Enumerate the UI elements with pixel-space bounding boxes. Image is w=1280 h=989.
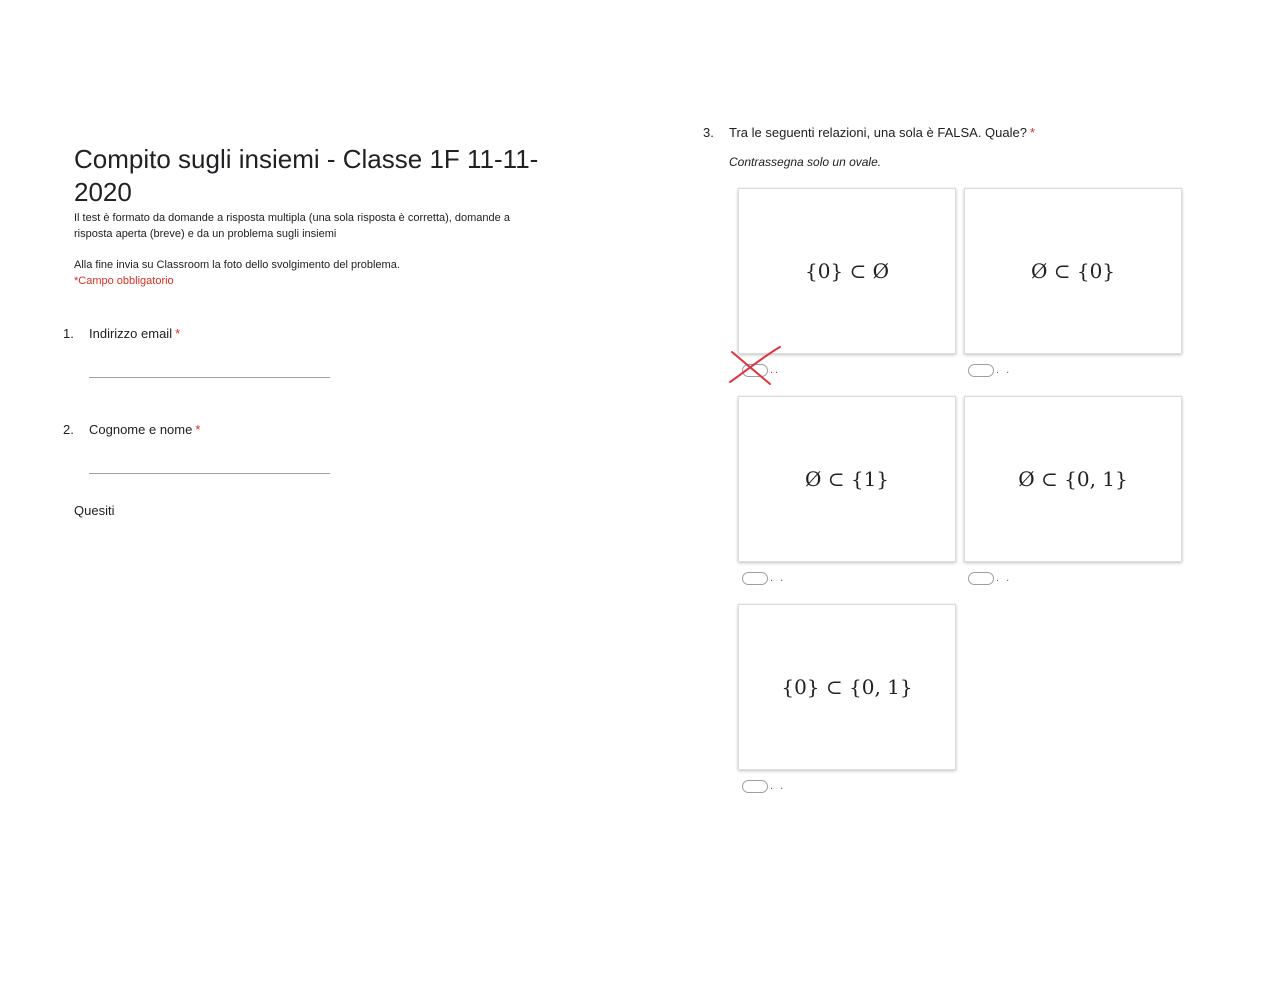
option-3-suffix: . .	[770, 572, 786, 584]
option-card-3[interactable]	[738, 396, 956, 562]
option-1-expression: {0} ⊂ Ø	[804, 259, 890, 283]
question-1-label	[89, 326, 180, 341]
question-3-number: 3.	[703, 125, 714, 140]
option-5-expression: {0} ⊂ {0, 1}	[781, 675, 913, 699]
question-3-label	[729, 125, 1035, 140]
question-2-number: 2.	[63, 422, 74, 437]
option-2-oval[interactable]	[968, 364, 994, 377]
option-2-expression: Ø ⊂ {0}	[1030, 259, 1116, 283]
section-title: Quesiti	[74, 503, 115, 518]
option-1-suffix: ..	[770, 364, 781, 376]
option-card-5[interactable]	[738, 604, 956, 770]
option-card-2[interactable]	[964, 188, 1182, 354]
option-3-oval[interactable]	[742, 572, 768, 585]
option-2-suffix: . .	[996, 364, 1012, 376]
option-5-oval[interactable]	[742, 780, 768, 793]
cross-mark-icon	[726, 344, 784, 388]
question-3-hint: Contrassegna solo un ovale.	[729, 155, 882, 169]
form-description: Il test è formato da domande a risposta multipla (una sola risposta è corretta), domande a risposta aperta (breve) e da un problema sugli insiemi	[74, 212, 510, 240]
option-card-1[interactable]	[738, 188, 956, 354]
email-field[interactable]	[89, 377, 330, 378]
form-title: Compito sugli insiemi - Classe 1F 11-11-2020	[74, 144, 539, 207]
option-4-oval[interactable]	[968, 572, 994, 585]
required-star: *	[175, 326, 181, 341]
form-instruction: Alla fine invia su Classroom la foto dello svolgimento del problema.	[74, 259, 400, 271]
question-2-label	[89, 422, 200, 437]
question-3-text: Tra le seguenti relazioni, una sola è FALSA. Quale?	[729, 125, 1027, 140]
option-4-expression: Ø ⊂ {0, 1}	[1018, 467, 1128, 491]
required-star: *	[195, 422, 201, 437]
question-2-text: Cognome e nome	[89, 422, 193, 437]
option-5-suffix: . .	[770, 780, 786, 792]
question-1-number: 1.	[63, 326, 74, 341]
option-4-suffix: . .	[996, 572, 1012, 584]
required-note: *Campo obbligatorio	[74, 275, 174, 287]
name-field[interactable]	[89, 473, 330, 474]
option-3-expression: Ø ⊂ {1}	[804, 467, 890, 491]
option-card-4[interactable]	[964, 396, 1182, 562]
required-star: *	[1029, 125, 1036, 140]
question-1-text: Indirizzo email	[89, 326, 173, 341]
